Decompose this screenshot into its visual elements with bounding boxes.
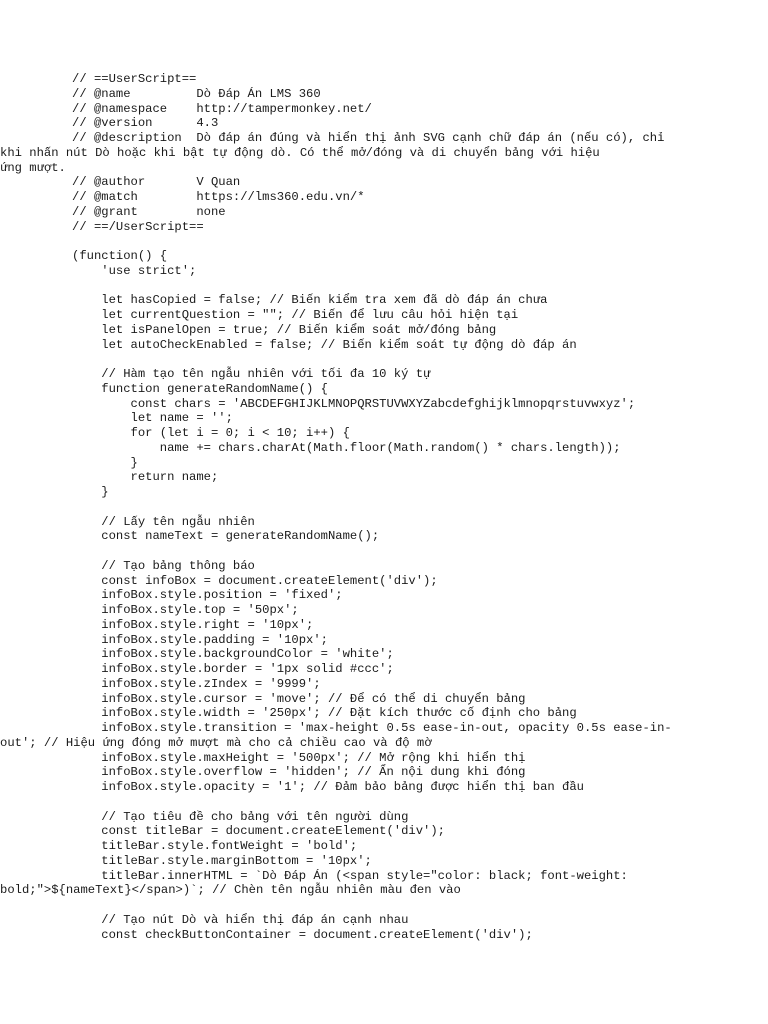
code-line: // Tạo bảng thông báo bbox=[72, 558, 255, 573]
code-line: // Tạo tiêu đề cho bảng với tên người dùng bbox=[72, 809, 409, 824]
code-line: // Lấy tên ngẫu nhiên bbox=[72, 514, 255, 529]
code-line: const infoBox = document.createElement('div'); bbox=[72, 573, 438, 588]
code-line: (function() { bbox=[72, 249, 168, 263]
code-line: const nameText = generateRandomName(); bbox=[72, 529, 380, 544]
code-listing bbox=[0, 72, 702, 942]
code-line: // @name Dò Đáp Án LMS 360 bbox=[72, 86, 321, 101]
blank-line bbox=[72, 234, 702, 249]
code-line: infoBox.style.transition = 'max-height 0.5s ease-in-out, opacity 0.5s ease-in- bbox=[72, 721, 672, 735]
code-line: // @grant none bbox=[72, 204, 226, 219]
code-line: } bbox=[72, 485, 109, 499]
code-line: // @version 4.3 bbox=[72, 116, 219, 131]
code-line: return name; bbox=[72, 470, 219, 485]
code-line: function generateRandomName() { bbox=[72, 381, 328, 396]
code-line: 'use strict'; bbox=[72, 263, 197, 278]
code-line: infoBox.style.cursor = 'move'; // Để có thể di chuyển bảng bbox=[72, 691, 526, 706]
code-line: infoBox.style.position = 'fixed'; bbox=[72, 588, 343, 603]
code-line: for (let i = 0; i < 10; i++) { bbox=[72, 426, 350, 440]
code-line: infoBox.style.right = '10px'; bbox=[72, 617, 314, 632]
code-line: infoBox.style.opacity = '1'; // Đảm bảo bảng được hiển thị ban đầu bbox=[72, 780, 584, 794]
code-line: const chars = 'ABCDEFGHIJKLMNOPQRSTUVWXYZabcdefghijklmnopqrstuvwxyz'; bbox=[72, 396, 636, 411]
code-line: infoBox.style.overflow = 'hidden'; // Ẩn nội dung khi đóng bbox=[72, 765, 526, 780]
code-line: infoBox.style.zIndex = '9999'; bbox=[72, 676, 321, 691]
code-line: let currentQuestion = ""; // Biến để lưu câu hỏi hiện tại bbox=[72, 308, 519, 322]
code-line: // @match https://lms360.edu.vn/* bbox=[72, 190, 365, 204]
code-line: infoBox.style.width = '250px'; // Đặt kích thước cố định cho bảng bbox=[72, 706, 577, 721]
code-line: // ==UserScript== bbox=[72, 72, 197, 86]
blank-line bbox=[72, 544, 702, 559]
code-line: name += chars.charAt(Math.floor(Math.random() * chars.length)); bbox=[72, 440, 621, 455]
code-line: infoBox.style.top = '50px'; bbox=[72, 603, 299, 617]
code-line: infoBox.style.maxHeight = '500px'; // Mở rộng khi hiển thị bbox=[72, 750, 526, 765]
code-line-continuation: bold;">${nameText}</span>)`; // Chèn tên ngẫu nhiên màu đen vào bbox=[0, 883, 461, 898]
code-line: infoBox.style.padding = '10px'; bbox=[72, 632, 328, 647]
code-line: titleBar.style.marginBottom = '10px'; bbox=[72, 853, 372, 868]
code-line: let autoCheckEnabled = false; // Biến kiểm soát tự động dò đáp án bbox=[72, 337, 577, 352]
code-line: infoBox.style.border = '1px solid #ccc'; bbox=[72, 662, 394, 676]
blank-line bbox=[72, 352, 702, 367]
code-line-continuation: out'; // Hiệu ứng đóng mở mượt mà cho cả chiều cao và độ mờ bbox=[0, 735, 432, 750]
code-line: const titleBar = document.createElement('div'); bbox=[72, 824, 445, 839]
code-line-continuation: ứng mượt. bbox=[0, 160, 66, 175]
code-line: // @author V Quan bbox=[72, 175, 241, 190]
code-line: titleBar.style.fontWeight = 'bold'; bbox=[72, 839, 358, 853]
blank-line bbox=[72, 279, 702, 294]
code-line: let hasCopied = false; // Biến kiểm tra xem đã dò đáp án chưa bbox=[72, 293, 548, 308]
blank-line bbox=[72, 795, 702, 810]
code-line: // Tạo nút Dò và hiển thị đáp án cạnh nhau bbox=[72, 912, 409, 927]
code-line: let isPanelOpen = true; // Biến kiểm soát mở/đóng bảng bbox=[72, 322, 497, 337]
code-line: // Hàm tạo tên ngẫu nhiên với tối đa 10 ký tự bbox=[72, 367, 431, 381]
code-line: // @description Dò đáp án đúng và hiển thị ảnh SVG cạnh chữ đáp án (nếu có), chỉ bbox=[72, 131, 665, 145]
code-line: } bbox=[72, 455, 138, 470]
blank-line bbox=[72, 898, 702, 913]
code-line: let name = ''; bbox=[72, 411, 233, 426]
code-line: const checkButtonContainer = document.createElement('div'); bbox=[72, 927, 533, 942]
code-line: titleBar.innerHTML = `Dò Đáp Án (<span style="color: black; font-weight: bbox=[72, 868, 628, 883]
code-line: infoBox.style.backgroundColor = 'white'; bbox=[72, 647, 394, 662]
code-line: // @namespace http://tampermonkey.net/ bbox=[72, 101, 372, 116]
blank-line bbox=[72, 500, 702, 515]
code-line-continuation: khi nhấn nút Dò hoặc khi bật tự động dò. Có thể mở/đóng và di chuyển bảng với hiệu bbox=[0, 145, 600, 160]
code-line: // ==/UserScript== bbox=[72, 219, 204, 234]
